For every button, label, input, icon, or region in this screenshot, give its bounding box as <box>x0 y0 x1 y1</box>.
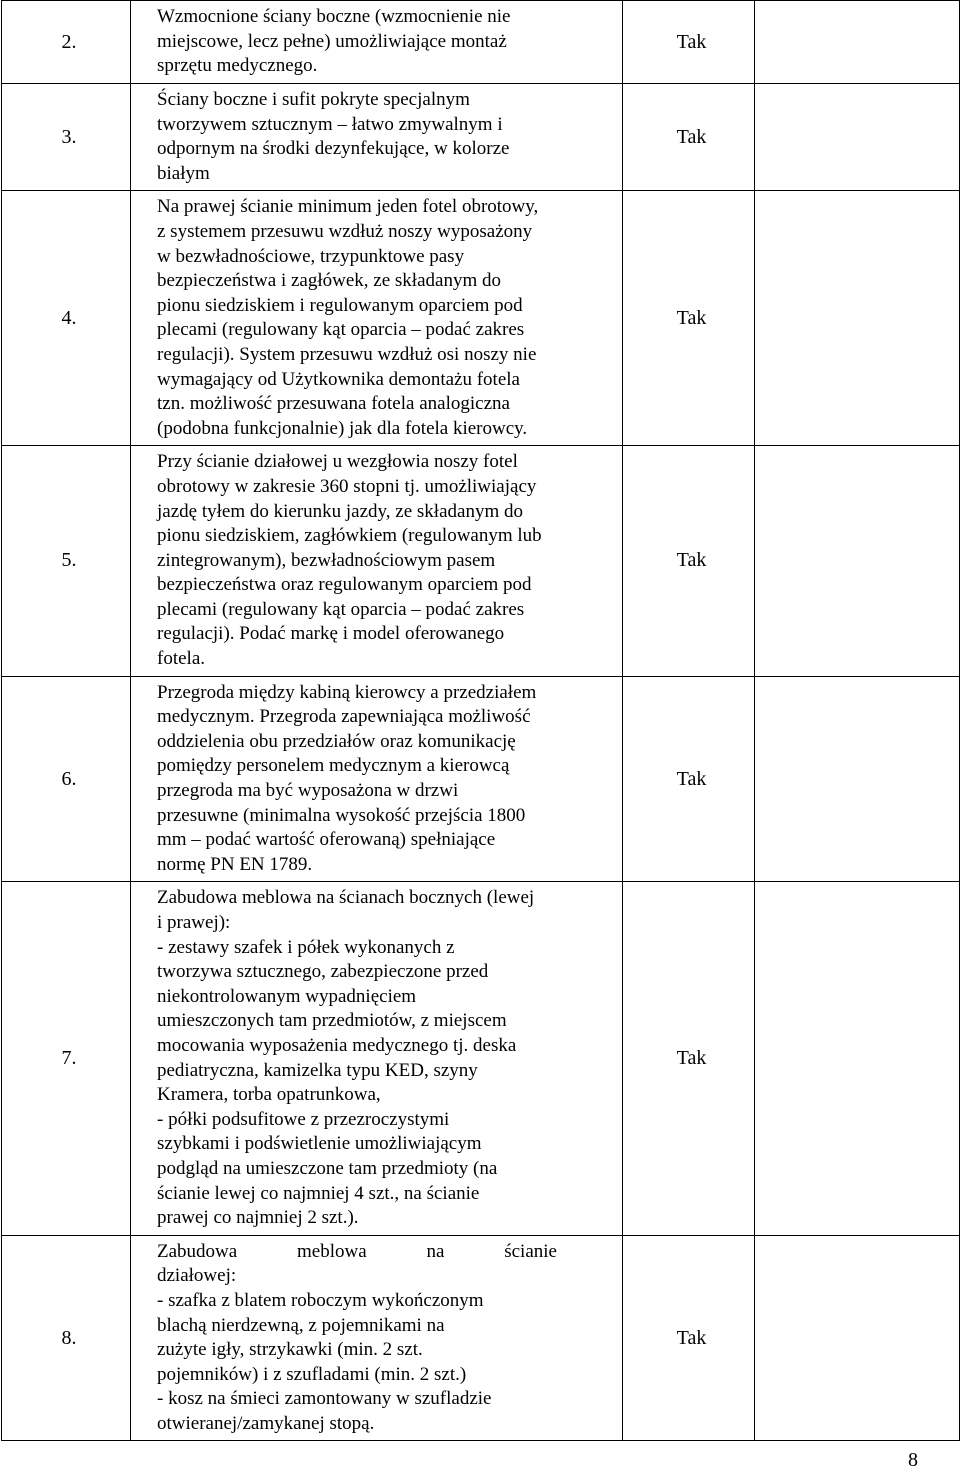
description-line: sprzętu medycznego. <box>157 55 318 77</box>
description-line: (podobna funkcjonalnie) jak dla fotela kierowcy. <box>157 417 528 439</box>
offered-value-cell[interactable] <box>755 882 960 1235</box>
specification-table-body <box>2 1 960 1441</box>
offered-value-cell[interactable] <box>755 676 960 882</box>
required-value-cell <box>623 676 755 882</box>
description-line: regulacji). System przesuwu wzdłuż osi noszy nie <box>157 343 537 365</box>
offered-value-cell[interactable] <box>755 84 960 191</box>
description-line: Kramera, torba opatrunkowa, <box>157 1084 381 1106</box>
description-line: - kosz na śmieci zamontowany w szufladzie <box>157 1388 492 1410</box>
required-value: Tak <box>676 30 707 53</box>
description-line: działowej: <box>157 1265 237 1287</box>
description-line <box>157 1240 557 1265</box>
requirement-description-cell <box>131 446 623 676</box>
description-line: przesuwne (minimalna wysokość przejścia 1800 <box>157 804 526 826</box>
description-word: ścianie <box>504 1240 557 1262</box>
description-word: Zabudowa <box>157 1240 238 1262</box>
description-line: zintegrowanym), bezwładnościowym pasem <box>157 549 496 571</box>
offered-value-cell[interactable] <box>755 1235 960 1441</box>
description-line: odpornym na środki dezynfekujące, w kolorze <box>157 138 510 160</box>
description-line: blachą nierdzewną, z pojemnikami na <box>157 1314 445 1336</box>
requirement-description-cell <box>131 191 623 446</box>
description-word: meblowa <box>297 1240 367 1262</box>
description-line: tworzywa sztucznego, zabezpieczone przed <box>157 961 489 983</box>
description-line: podgląd na umieszczone tam przedmioty (na <box>157 1157 498 1179</box>
row-number: 6. <box>61 767 77 790</box>
description-line: przegroda ma być wyposażona w drzwi <box>157 780 459 802</box>
description-line: pojemników) i z szufladami (min. 2 szt.) <box>157 1363 467 1385</box>
description-line: niekontrolowanym wypadnięciem <box>157 985 417 1007</box>
row-number: 8. <box>61 1326 77 1349</box>
description-line: miejscowe, lecz pełne) umożliwiające montaż <box>157 30 507 52</box>
description-line: tworzywem sztucznym – łatwo zmywalnym i <box>157 113 503 135</box>
description-line: Na prawej ścianie minimum jeden fotel obrotowy, <box>157 196 539 218</box>
description-line: umieszczonych tam przedmiotów, z miejscem <box>157 1010 507 1032</box>
table-row <box>2 191 960 446</box>
description-line: zużyte igły, strzykawki (min. 2 szt. <box>157 1339 423 1361</box>
description-line: oddzielenia obu przedziałów oraz komunikację <box>157 730 516 752</box>
description-line: i prawej): <box>157 912 231 933</box>
table-row <box>2 676 960 882</box>
offered-value-cell[interactable] <box>755 191 960 446</box>
required-value-cell <box>623 882 755 1235</box>
row-number-cell <box>2 446 131 676</box>
description-line: białym <box>157 162 210 184</box>
description-line: plecami (regulowany kąt oparcia – podać zakres <box>157 598 525 620</box>
requirement-description-cell <box>131 1235 623 1441</box>
required-value: Tak <box>676 549 707 572</box>
description-line: Wzmocnione ściany boczne (wzmocnienie nie <box>157 6 511 27</box>
required-value: Tak <box>676 1326 707 1349</box>
row-number: 2. <box>61 30 77 53</box>
requirement-description-cell <box>131 1 623 84</box>
description-line: otwieranej/zamykanej stopą. <box>157 1412 375 1434</box>
specification-table <box>1 0 960 1441</box>
required-value: Tak <box>676 767 707 790</box>
description-line: Przegroda między kabiną kierowcy a przedziałem <box>157 681 537 703</box>
required-value: Tak <box>676 306 707 329</box>
description-line: - półki podsufitowe z przezroczystymi <box>157 1108 450 1130</box>
page-number: 8 <box>908 1449 918 1471</box>
row-number: 5. <box>61 549 77 572</box>
description-line: fotela. <box>157 648 206 670</box>
row-number: 7. <box>61 1047 77 1070</box>
description-line: normę PN EN 1789. <box>157 853 313 875</box>
table-row <box>2 1 960 84</box>
required-value: Tak <box>676 125 707 148</box>
description-line: - zestawy szafek i półek wykonanych z <box>157 936 455 958</box>
description-line: ścianie lewej co najmniej 4 szt., na ścianie <box>157 1182 480 1204</box>
description-line: regulacji). Podać markę i model oferowanego <box>157 623 505 645</box>
description-line: bezpieczeństwa i zagłówek, ze składanym do <box>157 270 501 292</box>
row-number: 3. <box>61 125 77 148</box>
table-row <box>2 882 960 1235</box>
description-line: medycznym. Przegroda zapewniająca możliwość <box>157 706 531 728</box>
row-number-cell <box>2 1235 131 1441</box>
required-value: Tak <box>676 1047 707 1070</box>
description-line: plecami (regulowany kąt oparcia – podać zakres <box>157 319 525 341</box>
offered-value-cell[interactable] <box>755 1 960 84</box>
description-line: prawej co najmniej 2 szt.). <box>157 1207 359 1229</box>
row-number-cell <box>2 676 131 882</box>
description-line: wymagający od Użytkownika demontażu fotela <box>157 368 520 390</box>
required-value-cell <box>623 191 755 446</box>
required-value-cell <box>623 1 755 84</box>
table-row <box>2 1235 960 1441</box>
table-row <box>2 84 960 191</box>
offered-value-cell[interactable] <box>755 446 960 676</box>
requirement-description-cell <box>131 882 623 1235</box>
description-line: w bezwładnościowe, trzypunktowe pasy <box>157 245 465 267</box>
requirement-description-cell <box>131 84 623 191</box>
row-number-cell <box>2 191 131 446</box>
description-line: pomiędzy personelem medycznym a kierowcą <box>157 755 510 777</box>
description-line: bezpieczeństwa oraz regulowanym oparciem pod <box>157 574 532 596</box>
row-number: 4. <box>61 306 77 329</box>
row-number-cell <box>2 1 131 84</box>
required-value-cell <box>623 84 755 191</box>
description-line: mm – podać wartość oferowaną) spełniające <box>157 829 496 851</box>
required-value-cell <box>623 1235 755 1441</box>
description-line: pionu siedziskiem, zagłówkiem (regulowanym lub <box>157 525 542 547</box>
required-value-cell <box>623 446 755 676</box>
description-line: pediatryczna, kamizelka typu KED, szyny <box>157 1059 478 1081</box>
description-line: obrotowy w zakresie 360 stopni tj. umożliwiający <box>157 475 537 497</box>
description-line: szybkami i podświetlenie umożliwiającym <box>157 1133 482 1155</box>
description-line: z systemem przesuwu wzdłuż noszy wyposażony <box>157 220 533 242</box>
description-word: na <box>426 1240 445 1262</box>
description-line: jazdę tyłem do kierunku jazdy, ze składanym do <box>157 500 523 522</box>
description-line: Zabudowa meblowa na ścianach bocznych (lewej <box>157 887 535 909</box>
row-number-cell <box>2 84 131 191</box>
requirement-description-cell <box>131 676 623 882</box>
table-row <box>2 446 960 676</box>
description-line: Przy ścianie działowej u wezgłowia noszy fotel <box>157 451 518 473</box>
description-line: mocowania wyposażenia medycznego tj. deska <box>157 1034 517 1056</box>
description-line: Ściany boczne i sufit pokryte specjalnym <box>157 89 470 110</box>
row-number-cell <box>2 882 131 1235</box>
description-line: tzn. możliwość przesuwana fotela analogiczna <box>157 393 510 415</box>
description-line: pionu siedziskiem i regulowanym oparciem pod <box>157 294 523 316</box>
description-line: - szafka z blatem roboczym wykończonym <box>157 1289 484 1311</box>
